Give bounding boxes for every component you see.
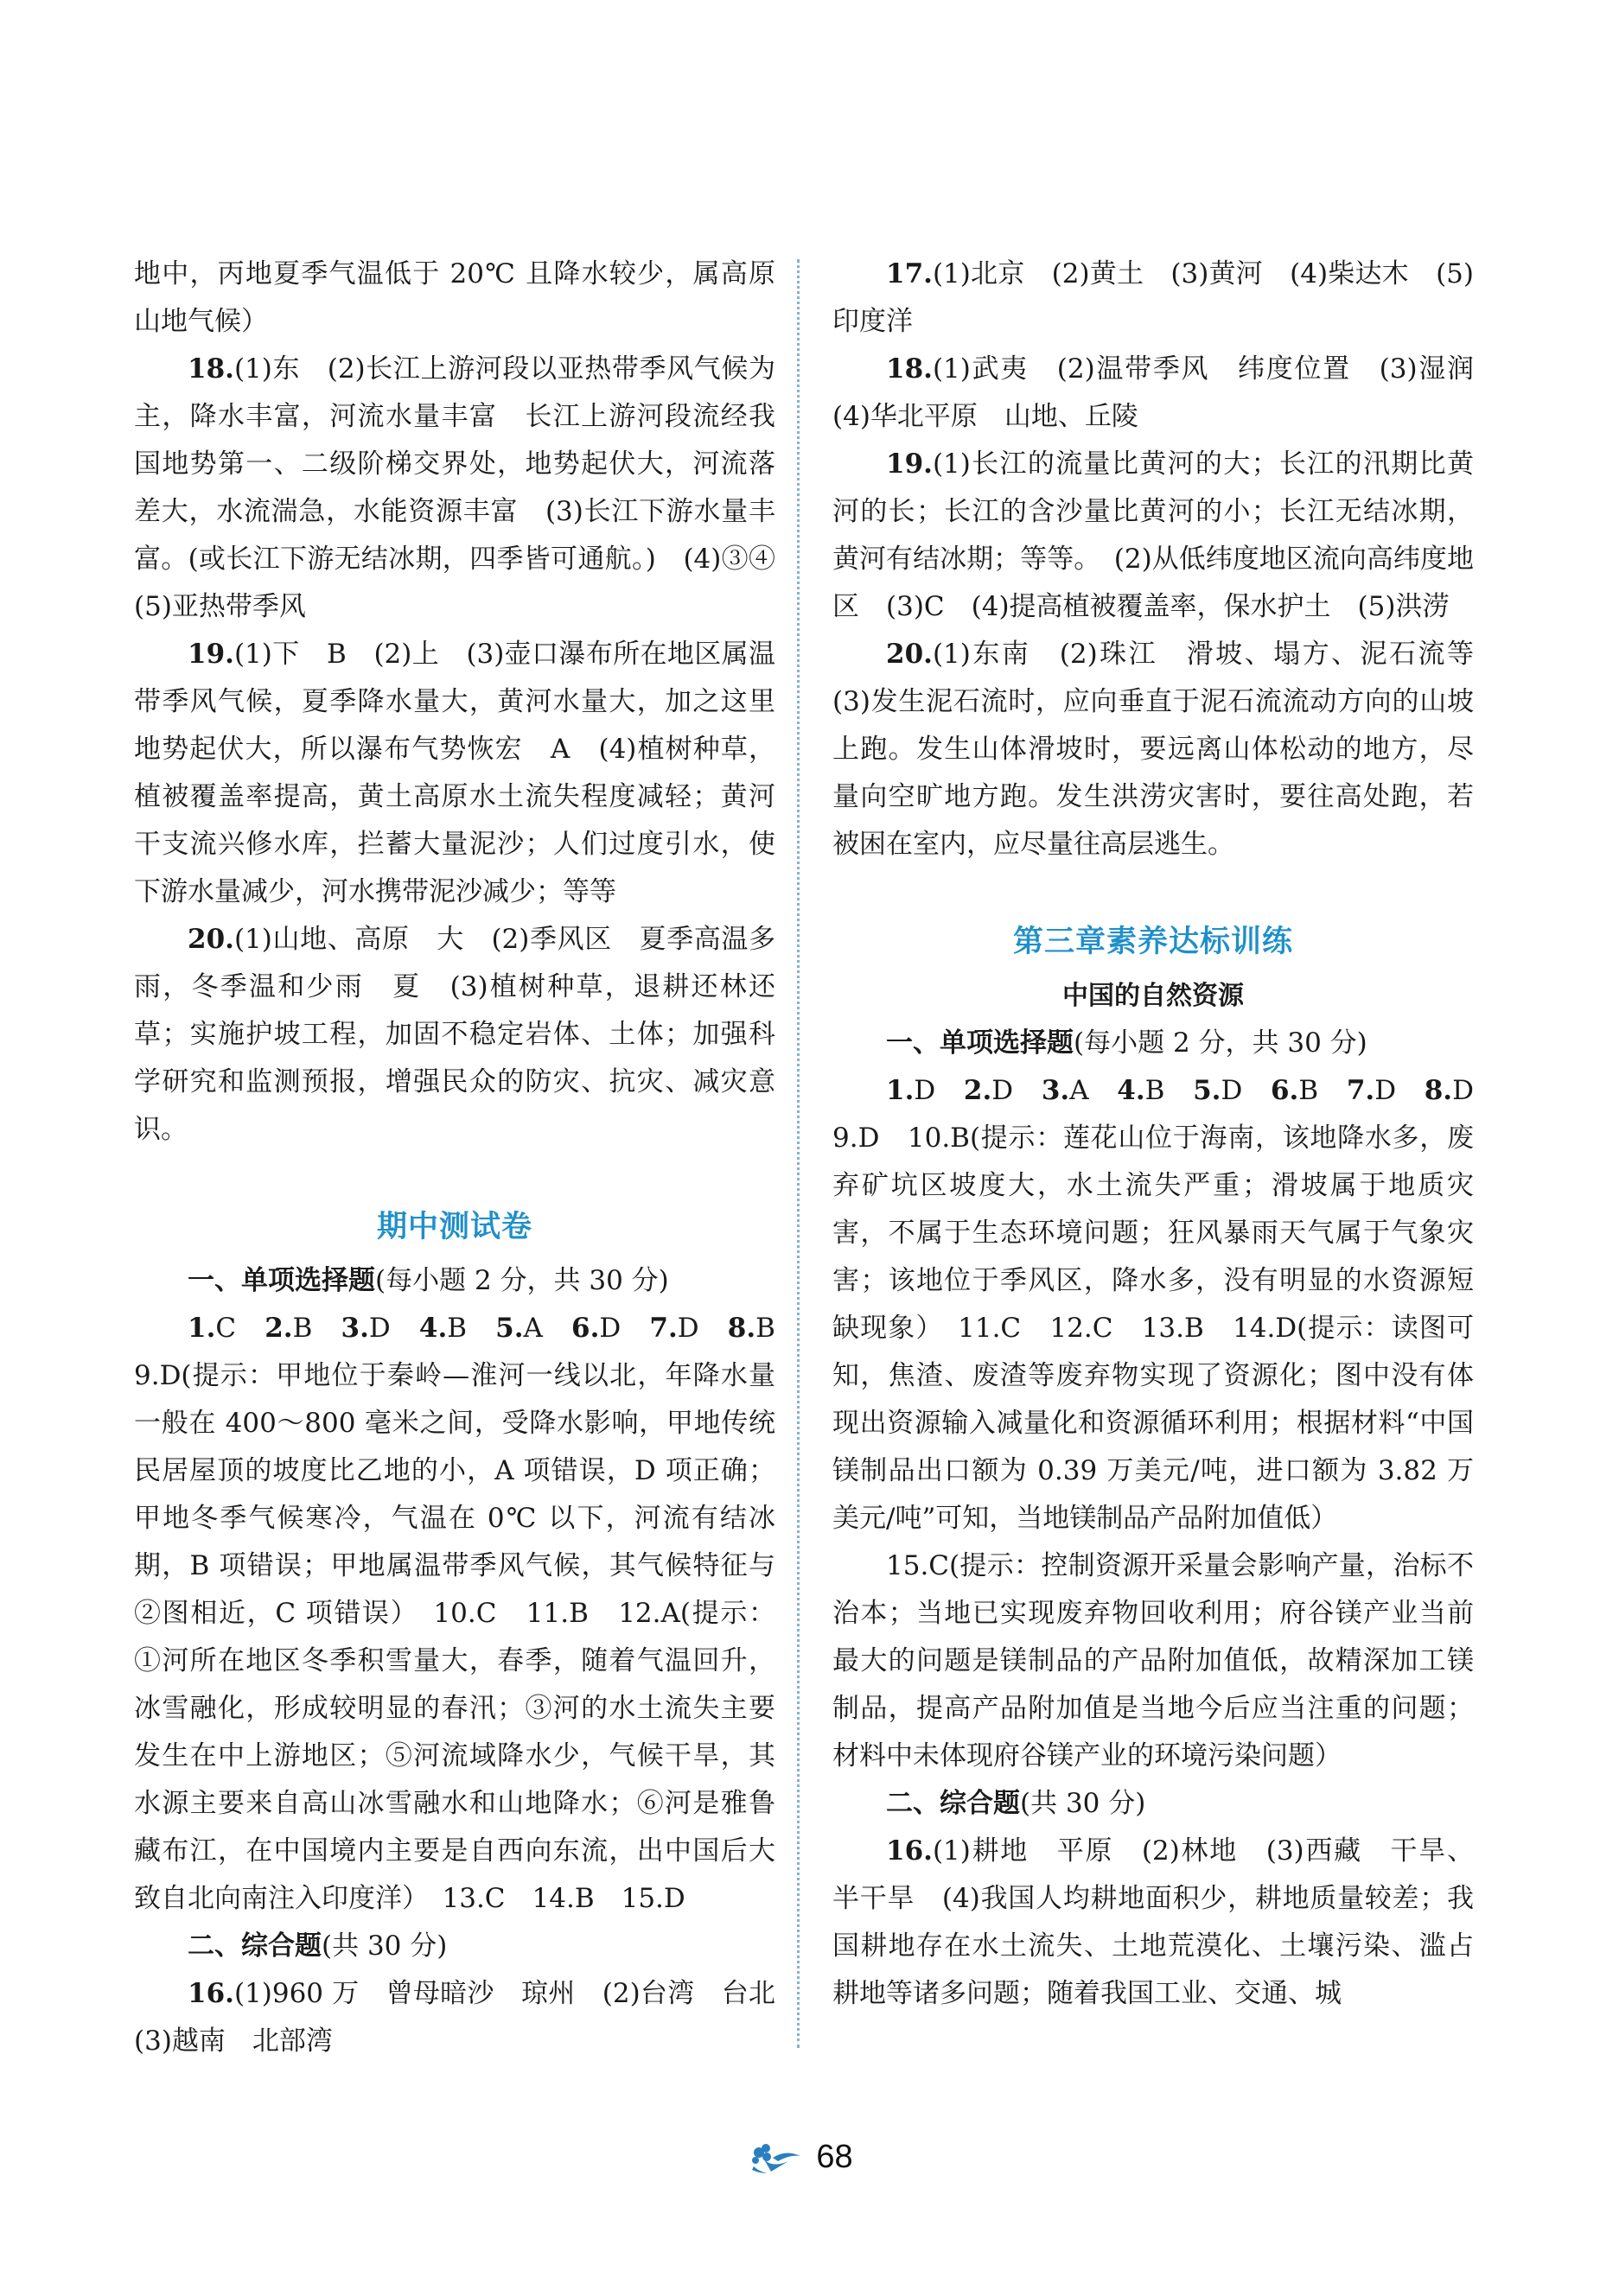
page-number: 68	[816, 2139, 853, 2175]
page-footer	[0, 2139, 1600, 2176]
mcq-answer: 1.D	[886, 1075, 936, 1106]
answer-18: 18.(1)武夷 (2)温带季风 纬度位置 (3)湿润 (4)华北平原 山地、丘陵	[832, 353, 1501, 432]
mcq-answer: 3.D	[341, 1313, 391, 1344]
mcq-answer: 7.D	[649, 1313, 699, 1344]
mcq-answer-row	[832, 1067, 1474, 1115]
answer-19: 19.(1)长江的流量比黄河的大；长江的汛期比黄河的长；长江的含沙量比黄河的小；长江无结冰期，黄河有结冰期；等等。 (2)从低纬度地区流向高纬度地区 (3)C (4)提高植被覆盖率，保水护土 (5)洪涝	[832, 448, 1474, 622]
answer-20: 20.(1)东南 (2)珠江 滑坡、塌方、泥石流等 (3)发生泥石流时，应向垂直于泥石流流动方向的山坡上跑。发生山体滑坡时，要远离山体松动的地方，尽量向空旷地方跑。发生洪涝灾害时，要往高处跑，若被困在室内，应尽量往高层逃生。	[832, 639, 1501, 860]
mcq-answer: 2.D	[963, 1075, 1014, 1106]
right-column	[832, 251, 1501, 2018]
column-divider	[797, 259, 800, 2048]
answer-19: 19.(1)下 B (2)上 (3)壶口瀑布所在地区属温带季风气候，夏季降水量大，黄河水量大，加之这里地势起伏大，所以瀑布气势恢宏 A (4)植树种草，植被覆盖率提高，黄土高原水土流失程度减轻；黄河干支流兴修水库，拦蓄大量泥沙；人们过度引水，使下游水量减少，河水携带泥沙减少；等等	[134, 639, 775, 907]
mcq-answer: 6.B	[1270, 1075, 1319, 1106]
comprehensive-heading: 二、综合题(共 30 分)	[886, 1788, 1146, 1819]
mcq-answer: 7.D	[1346, 1075, 1397, 1106]
mcq-explanations: 9.D(提示：甲地位于秦岭—淮河一线以北，年降水量一般在 400～800 毫米之间，受降水影响，甲地传统民居屋顶的坡度比乙地的小，A 项错误，D 项正确；甲地冬季气候寒冷，气温在 0℃ 以下，河流有结冰期，B 项错误；甲地属温带季风气候，其气候特征与②图相近，C 项错误） 10.C 11.B 12.A(提示：①河所在地区冬季积雪量大，春季，随着气温回升，冰雪融化，形成较明显的春汛；③河的水土流失主要发生在中上游地区；⑤河流域降水少，气候干旱，其水源主要来自高山冰雪融水和山地降水；⑥河是雅鲁藏布江，在中国境内主要是自西向东流，出中国后大致自北向南注入印度洋） 13.C 14.B 15.D	[134, 1360, 775, 1914]
section-title-midterm: 期中测试卷	[376, 1209, 532, 1244]
answer-20: 20.(1)山地、高原 大 (2)季风区 夏季高温多雨，冬季温和少雨 夏 (3)植树种草，退耕还林还草；实施护坡工程，加固不稳定岩体、土体；加强科学研究和监测预报，增强民众的防灾、抗灾、减灾意识。	[134, 924, 775, 1145]
answer-block: 地中，丙地夏季气温低于 20℃ 且降水较少，属高原山地气候）	[134, 258, 775, 337]
answer-17: 17.(1)北京 (2)黄土 (3)黄河 (4)柴达木 (5)印度洋	[832, 258, 1474, 337]
left-column	[134, 251, 802, 2065]
mcq-heading: 一、单项选择题(每小题 2 分，共 30 分)	[886, 1027, 1367, 1059]
answer-18: 18.(1)东 (2)长江上游河段以亚热带季风气候为主，降水丰富，河流水量丰富 长江上游河段流经我国地势第一、二级阶梯交界处，地势起伏大，河流落差大，水流湍急，水能资源丰富 (3)长江下游水量丰富。(或长江下游无结冰期，四季皆可通航。) (4)③④ (5)亚热带季风	[134, 353, 802, 622]
mcq-heading: 一、单项选择题(每小题 2 分，共 30 分)	[188, 1265, 669, 1296]
mcq-answer: 6.D	[571, 1313, 622, 1344]
mcq-answer: 8.D	[1424, 1075, 1474, 1106]
mcq-answer-row	[134, 1305, 775, 1352]
flower-logo-icon	[747, 2140, 807, 2175]
mcq-answer: 5.A	[495, 1313, 543, 1344]
mcq-explanation-15: 15.C(提示：控制资源开采量会影响产量，治标不治本；当地已实现废弃物回收利用；府谷镁产业当前最大的问题是镁制品的产品附加值低，故精深加工镁制品，提高产品附加值是当地今后应当注重的问题；材料中未体现府谷镁产业的环境污染问题）	[832, 1550, 1474, 1771]
answer-16: 16.(1)960 万 曾母暗沙 琼州 (2)台湾 台北 (3)越南 北部湾	[134, 1978, 802, 2057]
comprehensive-heading: 二、综合题(共 30 分)	[188, 1930, 448, 1962]
mcq-answer: 2.B	[265, 1313, 313, 1344]
section-subtitle: 中国的自然资源	[1062, 981, 1244, 1011]
mcq-answer: 8.B	[727, 1313, 775, 1344]
mcq-answer: 4.B	[1117, 1075, 1165, 1106]
section-title-chapter3: 第三章素养达标训练	[1012, 924, 1293, 959]
mcq-explanations: 9.D 10.B(提示：莲花山位于海南，该地降水多，废弃矿坑区坡度大，水土流失严重；滑坡属于地质灾害，不属于生态环境问题；狂风暴雨天气属于气象灾害；该地位于季风区，降水多，没有明显的水资源短缺现象） 11.C 12.C 13.B 14.D(提示：读图可知，焦渣、废渣等废弃物实现了资源化；图中没有体现出资源输入减量化和资源循环利用；根据材料“中国镁制品出口额为 0.39 万美元/吨，进口额为 3.82 万美元/吨”可知，当地镁制品产品附加值低）	[832, 1123, 1474, 1534]
mcq-answer: 1.C	[188, 1313, 237, 1344]
mcq-answer: 4.B	[418, 1313, 468, 1344]
answer-16: 16.(1)耕地 平原 (2)林地 (3)西藏 干旱、半干旱 (4)我国人均耕地面积少，耕地质量较差；我国耕地存在水土流失、土地荒漠化、土壤污染、滥占耕地等诸多问题；随着我国工业、交通、城	[832, 1835, 1474, 2009]
mcq-answer: 5.D	[1193, 1075, 1243, 1106]
mcq-answer: 3.A	[1041, 1075, 1089, 1106]
